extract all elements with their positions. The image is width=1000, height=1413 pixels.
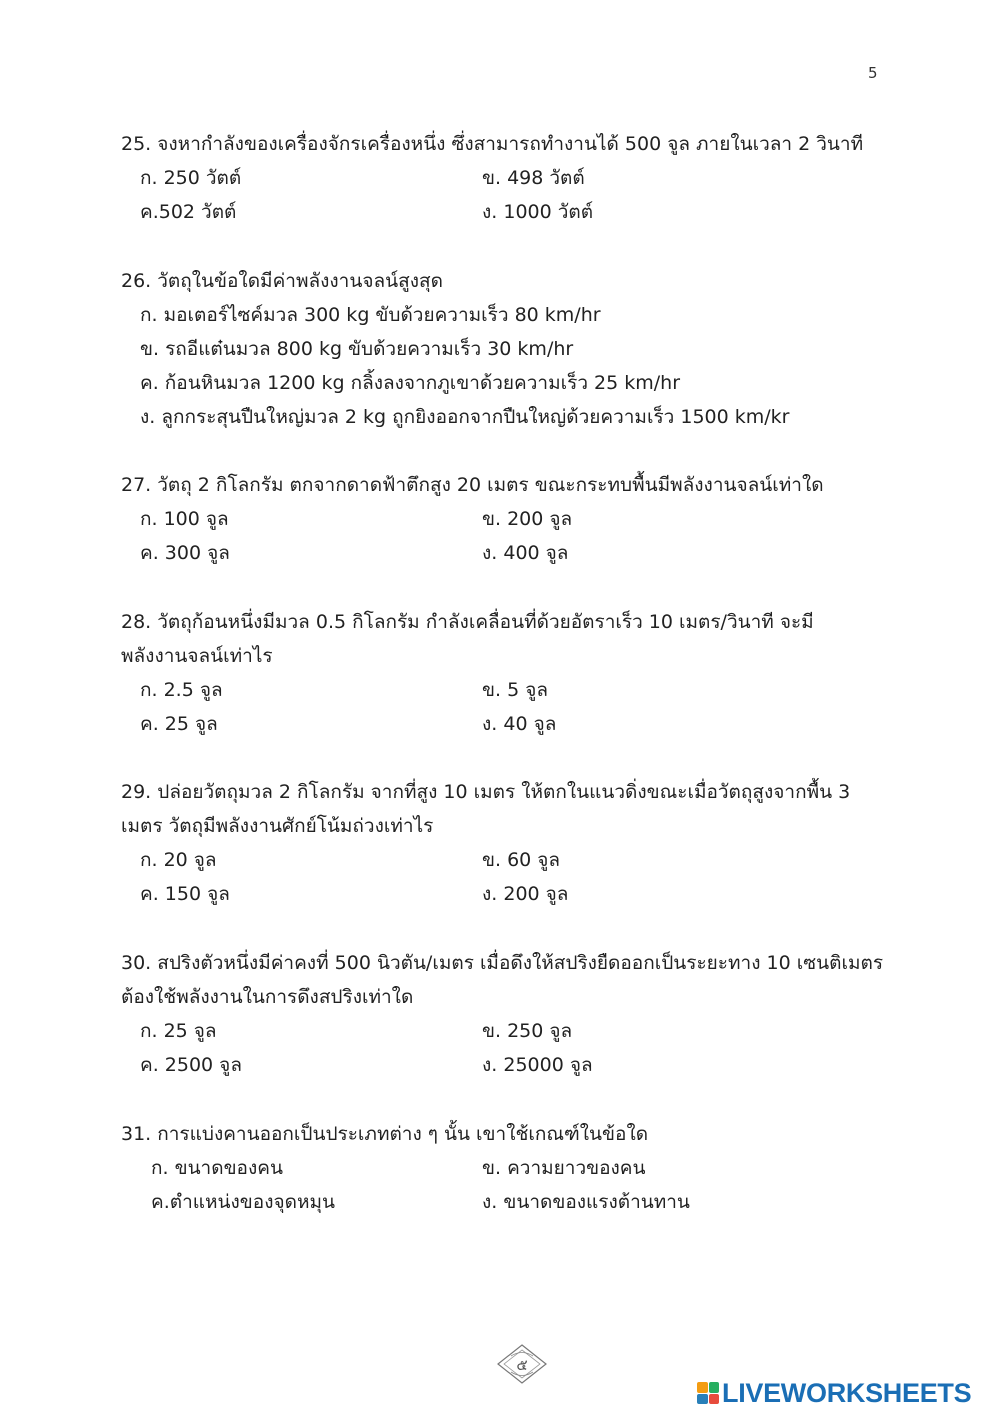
- option-c[interactable]: ค. ก้อนหินมวล 1200 kg กลิ้งลงจากภูเขาด้วยความเร็ว 25 km/hr: [140, 372, 681, 394]
- option-a[interactable]: ก. 2.5 จูล: [140, 679, 223, 701]
- footer-mark-text: ๕: [516, 1356, 528, 1374]
- option-a[interactable]: ก. 100 จูล: [140, 508, 229, 530]
- question-25: [121, 127, 891, 229]
- option-d[interactable]: ง. ลูกกระสุนปืนใหญ่มวล 2 kg ถูกยิงออกจากปืนใหญ่ด้วยความเร็ว 1500 km/kr: [140, 406, 790, 428]
- question-text: 30. สปริงตัวหนึ่งมีค่าคงที่ 500 นิวตัน/เมตร เมื่อดึงให้สปริงยืดออกเป็นระยะทาง 10 เซนติเมตร ต้องใช้พลังงานในการดึงสปริงเท่าใด: [121, 952, 884, 1008]
- question-30: [121, 946, 891, 1082]
- question-29: [121, 775, 891, 911]
- option-a[interactable]: ก. ขนาดของคน: [151, 1157, 283, 1179]
- option-b[interactable]: ข. 250 จูล: [482, 1020, 573, 1042]
- option-c[interactable]: ค. 2500 จูล: [140, 1054, 242, 1076]
- option-d[interactable]: ง. ขนาดของแรงต้านทาน: [482, 1191, 690, 1213]
- question-text: 25. จงหากำลังของเครื่องจักรเครื่องหนึ่ง ซึ่งสามารถทำงานได้ 500 จูล ภายในเวลา 2 วินาที: [121, 133, 864, 155]
- option-b[interactable]: ข. 60 จูล: [482, 849, 561, 871]
- option-d[interactable]: ง. 400 จูล: [482, 542, 569, 564]
- option-d[interactable]: ง. 200 จูล: [482, 883, 569, 905]
- question-text: 31. การแบ่งคานออกเป็นประเภทต่าง ๆ นั้น เขาใช้เกณฑ์ในข้อใด: [121, 1123, 649, 1145]
- option-b[interactable]: ข. 5 จูล: [482, 679, 548, 701]
- page-number: 5: [868, 64, 878, 82]
- option-c[interactable]: ค. 150 จูล: [140, 883, 230, 905]
- question-text: 28. วัตถุก้อนหนึ่งมีมวล 0.5 กิโลกรัม กำลังเคลื่อนที่ด้วยอัตราเร็ว 10 เมตร/วินาที จะมีพลังงานจลน์เท่าไร: [121, 611, 814, 667]
- logo-text: LIVEWORKSHEETS: [722, 1377, 972, 1408]
- option-d[interactable]: ง. 25000 จูล: [482, 1054, 593, 1076]
- option-c[interactable]: ค. 25 จูล: [140, 713, 218, 735]
- option-a[interactable]: ก. 25 จูล: [140, 1020, 217, 1042]
- option-b[interactable]: ข. 498 วัตต์: [482, 167, 585, 189]
- question-text: 29. ปล่อยวัตถุมวล 2 กิโลกรัม จากที่สูง 10 เมตร ให้ตกในแนวดิ่งขณะเมื่อวัตถุสูงจากพื้น 3 เมตร วัตถุมีพลังงานศักย์โน้มถ่วงเท่าไร: [121, 781, 851, 837]
- option-b[interactable]: ข. 200 จูล: [482, 508, 573, 530]
- option-b[interactable]: ข. ความยาวของคน: [482, 1157, 646, 1179]
- liveworksheets-logo[interactable]: [697, 1376, 971, 1410]
- question-26: [121, 264, 891, 434]
- question-27: [121, 468, 891, 570]
- option-a[interactable]: ก. มอเตอร์ไซค์มวล 300 kg ขับด้วยความเร็ว 80 km/hr: [140, 304, 601, 326]
- option-c[interactable]: ค. 300 จูล: [140, 542, 230, 564]
- logo-badge-icon: [697, 1382, 719, 1404]
- option-c[interactable]: ค.502 วัตต์: [140, 201, 237, 223]
- question-28: [121, 605, 891, 741]
- footer-ornament-icon: [497, 1344, 547, 1384]
- option-d[interactable]: ง. 1000 วัตต์: [482, 201, 594, 223]
- option-b[interactable]: ข. รถอีแต๋นมวล 800 kg ขับด้วยความเร็ว 30 km/hr: [140, 338, 574, 360]
- option-a[interactable]: ก. 20 จูล: [140, 849, 217, 871]
- question-31: [121, 1117, 891, 1219]
- question-text: 27. วัตถุ 2 กิโลกรัม ตกจากดาดฟ้าตึกสูง 20 เมตร ขณะกระทบพื้นมีพลังงานจลน์เท่าใด: [121, 474, 824, 496]
- option-d[interactable]: ง. 40 จูล: [482, 713, 557, 735]
- option-c[interactable]: ค.ตำแหน่งของจุดหมุน: [151, 1191, 335, 1213]
- option-a[interactable]: ก. 250 วัตต์: [140, 167, 242, 189]
- question-text: 26. วัตถุในข้อใดมีค่าพลังงานจลน์สูงสุด: [121, 270, 443, 292]
